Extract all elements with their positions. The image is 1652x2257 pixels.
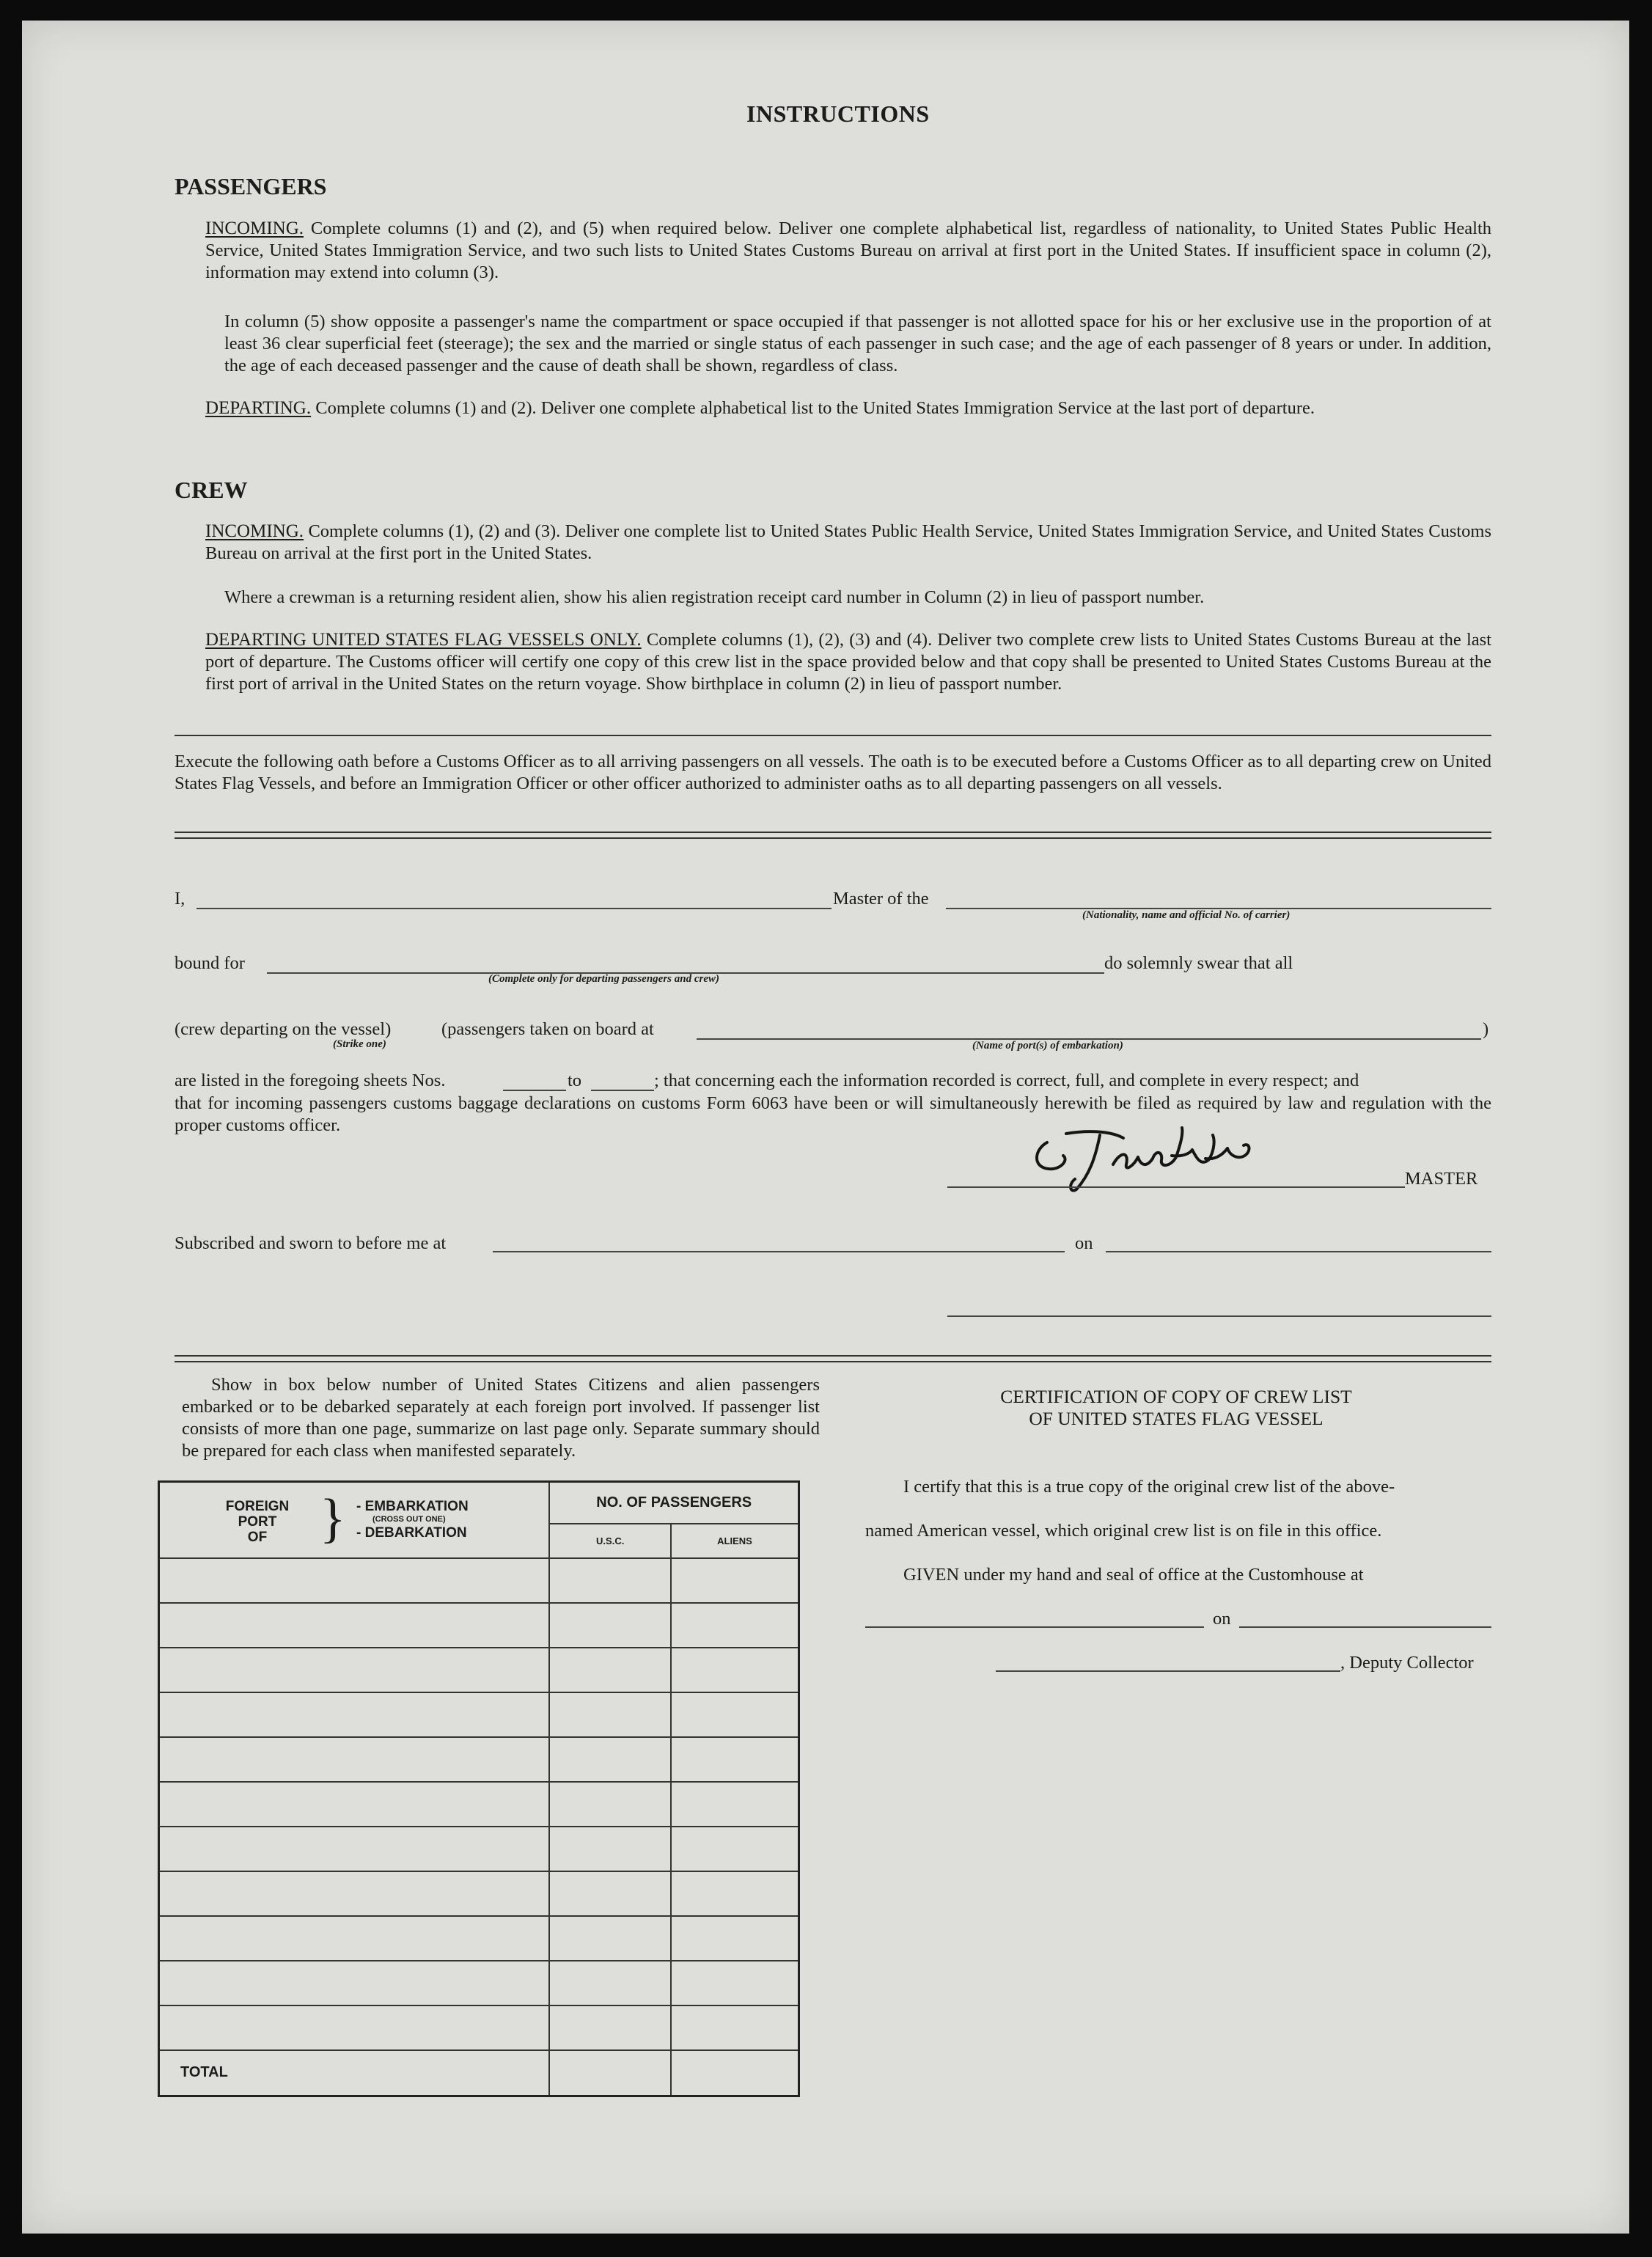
master-of-label: Master of the [833,889,929,909]
table-row [159,1871,799,1916]
sheet-from-field[interactable] [503,1090,566,1091]
crew-departing-head: DEPARTING UNITED STATES FLAG VESSELS ONLY. [205,630,642,650]
listed-text-c: that for incoming passengers customs baggage declarations on customs Form 6063 have been or will simultaneously herewith be filed as required by law and regulation with the proper customs officer. [175,1093,1491,1135]
bound-for-label: bound for [175,953,245,973]
aliens-cell[interactable] [671,1782,799,1827]
aliens-cell[interactable] [671,1737,799,1782]
aliens-total-cell[interactable] [671,2050,799,2096]
aliens-cell[interactable] [671,1916,799,1961]
passengers-incoming-head: INCOMING. [205,219,304,238]
usc-cell[interactable] [549,1871,671,1916]
embarkation-label: - EMBARKATION [356,1499,469,1514]
table-row [159,1916,799,1961]
port-cell[interactable] [159,1916,550,1961]
certification-line-2: named American vessel, which original crew list is on file in this office. [865,1521,1382,1541]
certification-on-label: on [1213,1609,1231,1629]
usc-cell[interactable] [549,1648,671,1692]
crew-departing-paragraph [205,629,1491,695]
aliens-header: ALIENS [671,1524,799,1558]
passenger-summary-table [158,1480,800,2097]
oath-instructions: Execute the following oath before a Customs Officer as to all arriving passengers on all vessels. The oath is to be executed before a Customs Officer as to all departing crew on United States Flag Vessels, and before an Immigration Officer or other officer authorized to administer oaths as to all departing passengers on all vessels. [175,752,1491,793]
usc-cell[interactable] [549,1558,671,1603]
bound-for-note: (Complete only for departing passengers and crew) [488,973,719,985]
aliens-cell[interactable] [671,1558,799,1603]
passengers-heading: PASSENGERS [175,173,327,199]
cross-out-note: (CROSS OUT ONE) [372,1515,446,1524]
passengers-incoming-text: Complete columns (1) and (2), and (5) when required below. Deliver one complete alphabetical list, regardless of nationality, to United States Public Health Service, United States Immigration Service, and two such lists to United States Customs Bureau on arrival at first port in the United States. If insufficient space in column (2), information may extend into column (3). [205,219,1492,282]
port-cell[interactable] [159,1782,550,1827]
crew-departing-option: (crew departing on the vessel) [175,1019,392,1039]
crew-incoming-text: Complete columns (1), (2) and (3). Deliver one complete list to United States Public Health Service, United States Immigration Service, and United States Customs Bureau on arrival at the first port in the United States. [205,521,1491,563]
sworn-place-field[interactable] [493,1251,1065,1252]
listed-text-a: are listed in the foregoing sheets Nos. [175,1071,446,1090]
aliens-cell[interactable] [671,1648,799,1692]
aliens-cell[interactable] [671,1692,799,1737]
port-cell[interactable] [159,1871,550,1916]
sworn-on-label: on [1075,1233,1093,1253]
summary-instructions: Show in box below number of United States Citizens and alien passengers embarked or to be debarked separately at each foreign port involved. If passenger list consists of more than one page, summarize on last page only. Separate summary should be prepared for each class when manifested separately. [182,1375,820,1461]
certification-date-field[interactable] [1239,1626,1491,1628]
table-row [159,1827,799,1871]
total-label: TOTAL [159,2050,550,2096]
passengers-incoming-paragraph [205,218,1491,284]
table-row [159,1782,799,1827]
table-row [159,1692,799,1737]
no-passengers-header: NO. OF PASSENGERS [549,1482,799,1524]
debarkation-label: - DEBARKATION [356,1525,467,1541]
master-signature [1027,1113,1269,1194]
table-row [159,1648,799,1692]
crew-incoming-paragraph [205,521,1491,565]
usc-cell[interactable] [549,1961,671,2005]
usc-header: U.S.C. [549,1524,671,1558]
oath-i-label: I, [175,889,186,909]
passengers-column5-paragraph: In column (5) show opposite a passenger's name the compartment or space occupied if that passenger is not allotted space for his or her exclusive use in the proportion of at least 36 clear superficial feet (steerage); the sex and the married or single status of each passenger in such case; and the age of each passenger of 8 years or under. In addition, the age of each deceased passenger and the cause of death shall be shown, regardless of class. [224,312,1491,375]
carrier-note: (Nationality, name and official No. of carrier) [1082,909,1291,921]
usc-cell[interactable] [549,1603,671,1648]
port-cell[interactable] [159,1737,550,1782]
page-title: INSTRUCTIONS [746,100,930,127]
subscribed-label: Subscribed and sworn to before me at [175,1233,447,1253]
port-cell[interactable] [159,1558,550,1603]
usc-total-cell[interactable] [549,2050,671,2096]
section-divider [175,735,1491,736]
certification-line-3: GIVEN under my hand and seal of office at the Customhouse at [903,1565,1364,1585]
port-cell[interactable] [159,1827,550,1871]
sworn-date-field[interactable] [1106,1251,1491,1252]
of-label: OF [247,1530,268,1545]
port-header-cell [159,1482,550,1559]
master-label: MASTER [1405,1169,1478,1189]
crew-heading: CREW [175,477,248,503]
customhouse-field[interactable] [865,1626,1204,1628]
strike-note: (Strike one) [333,1038,386,1050]
table-row [159,1961,799,2005]
usc-cell[interactable] [549,1782,671,1827]
aliens-cell[interactable] [671,1827,799,1871]
certification-line-1: I certify that this is a true copy of the original crew list of the above- [903,1477,1395,1497]
passengers-departing-text: Complete columns (1) and (2). Deliver one complete alphabetical list to the United States Immigration Service at the last port of departure. [315,398,1315,418]
brace-icon: } [320,1489,346,1549]
aliens-cell[interactable] [671,2005,799,2050]
passengers-departing-head: DEPARTING. [205,398,312,418]
usc-cell[interactable] [549,2005,671,2050]
double-rule-bottom [175,1355,1491,1362]
table-row [159,2005,799,2050]
double-rule-top [175,832,1491,839]
master-signature-line[interactable] [947,1186,1405,1188]
table-header-row [159,1482,799,1524]
close-paren: ) [1483,1019,1489,1039]
port-cell[interactable] [159,1692,550,1737]
crew-departing-text: Complete columns (1), (2), (3) and (4). Deliver two complete crew lists to United States Customs Bureau at the last port of departure. The Customs officer will certify one copy of this crew list in the space provided below and that copy shall be presented to United States Customs Bureau at the first port of arrival in the United States on the return voyage. Show birthplace in column (2) in lieu of passport number. [205,630,1492,694]
crew-incoming-head: INCOMING. [205,521,304,541]
master-name-field[interactable] [197,908,831,909]
sheet-to-field[interactable] [591,1090,654,1091]
port-cell[interactable] [159,1603,550,1648]
certification-title [865,1386,1487,1430]
aliens-cell[interactable] [671,1961,799,2005]
deputy-collector-label: , Deputy Collector [1340,1653,1474,1673]
aliens-cell[interactable] [671,1603,799,1648]
port-note: (Name of port(s) of embarkation) [972,1040,1123,1052]
passengers-departing-paragraph [205,397,1491,419]
listed-to: to [568,1071,582,1090]
port-header-label [202,1499,312,1545]
crew-resident-paragraph: Where a crewman is a returning resident alien, show his alien registration receipt card number in Column (2) in lieu of passport number. [224,587,1205,607]
total-row [159,2050,799,2096]
port-label: PORT [238,1514,277,1530]
certification-title-line-1: CERTIFICATION OF COPY OF CREW LIST [1000,1386,1352,1407]
usc-cell[interactable] [549,1737,671,1782]
swear-text: do solemnly swear that all [1104,953,1293,973]
officer-signature-line[interactable] [947,1315,1491,1317]
listed-text-b: ; that concerning each the information recorded is correct, full, and complete in every respect; and [654,1071,1359,1090]
table-row [159,1558,799,1603]
usc-cell[interactable] [549,1692,671,1737]
foreign-label: FOREIGN [225,1499,290,1514]
usc-cell[interactable] [549,1916,671,1961]
table-row [159,1603,799,1648]
port-cell[interactable] [159,1648,550,1692]
certification-title-line-2: OF UNITED STATES FLAG VESSEL [1029,1408,1324,1429]
usc-cell[interactable] [549,1827,671,1871]
passengers-taken-option: (passengers taken on board at [441,1019,654,1039]
deputy-signature-line[interactable] [996,1670,1340,1672]
port-cell[interactable] [159,1961,550,2005]
table-row [159,1737,799,1782]
aliens-cell[interactable] [671,1871,799,1916]
port-cell[interactable] [159,2005,550,2050]
